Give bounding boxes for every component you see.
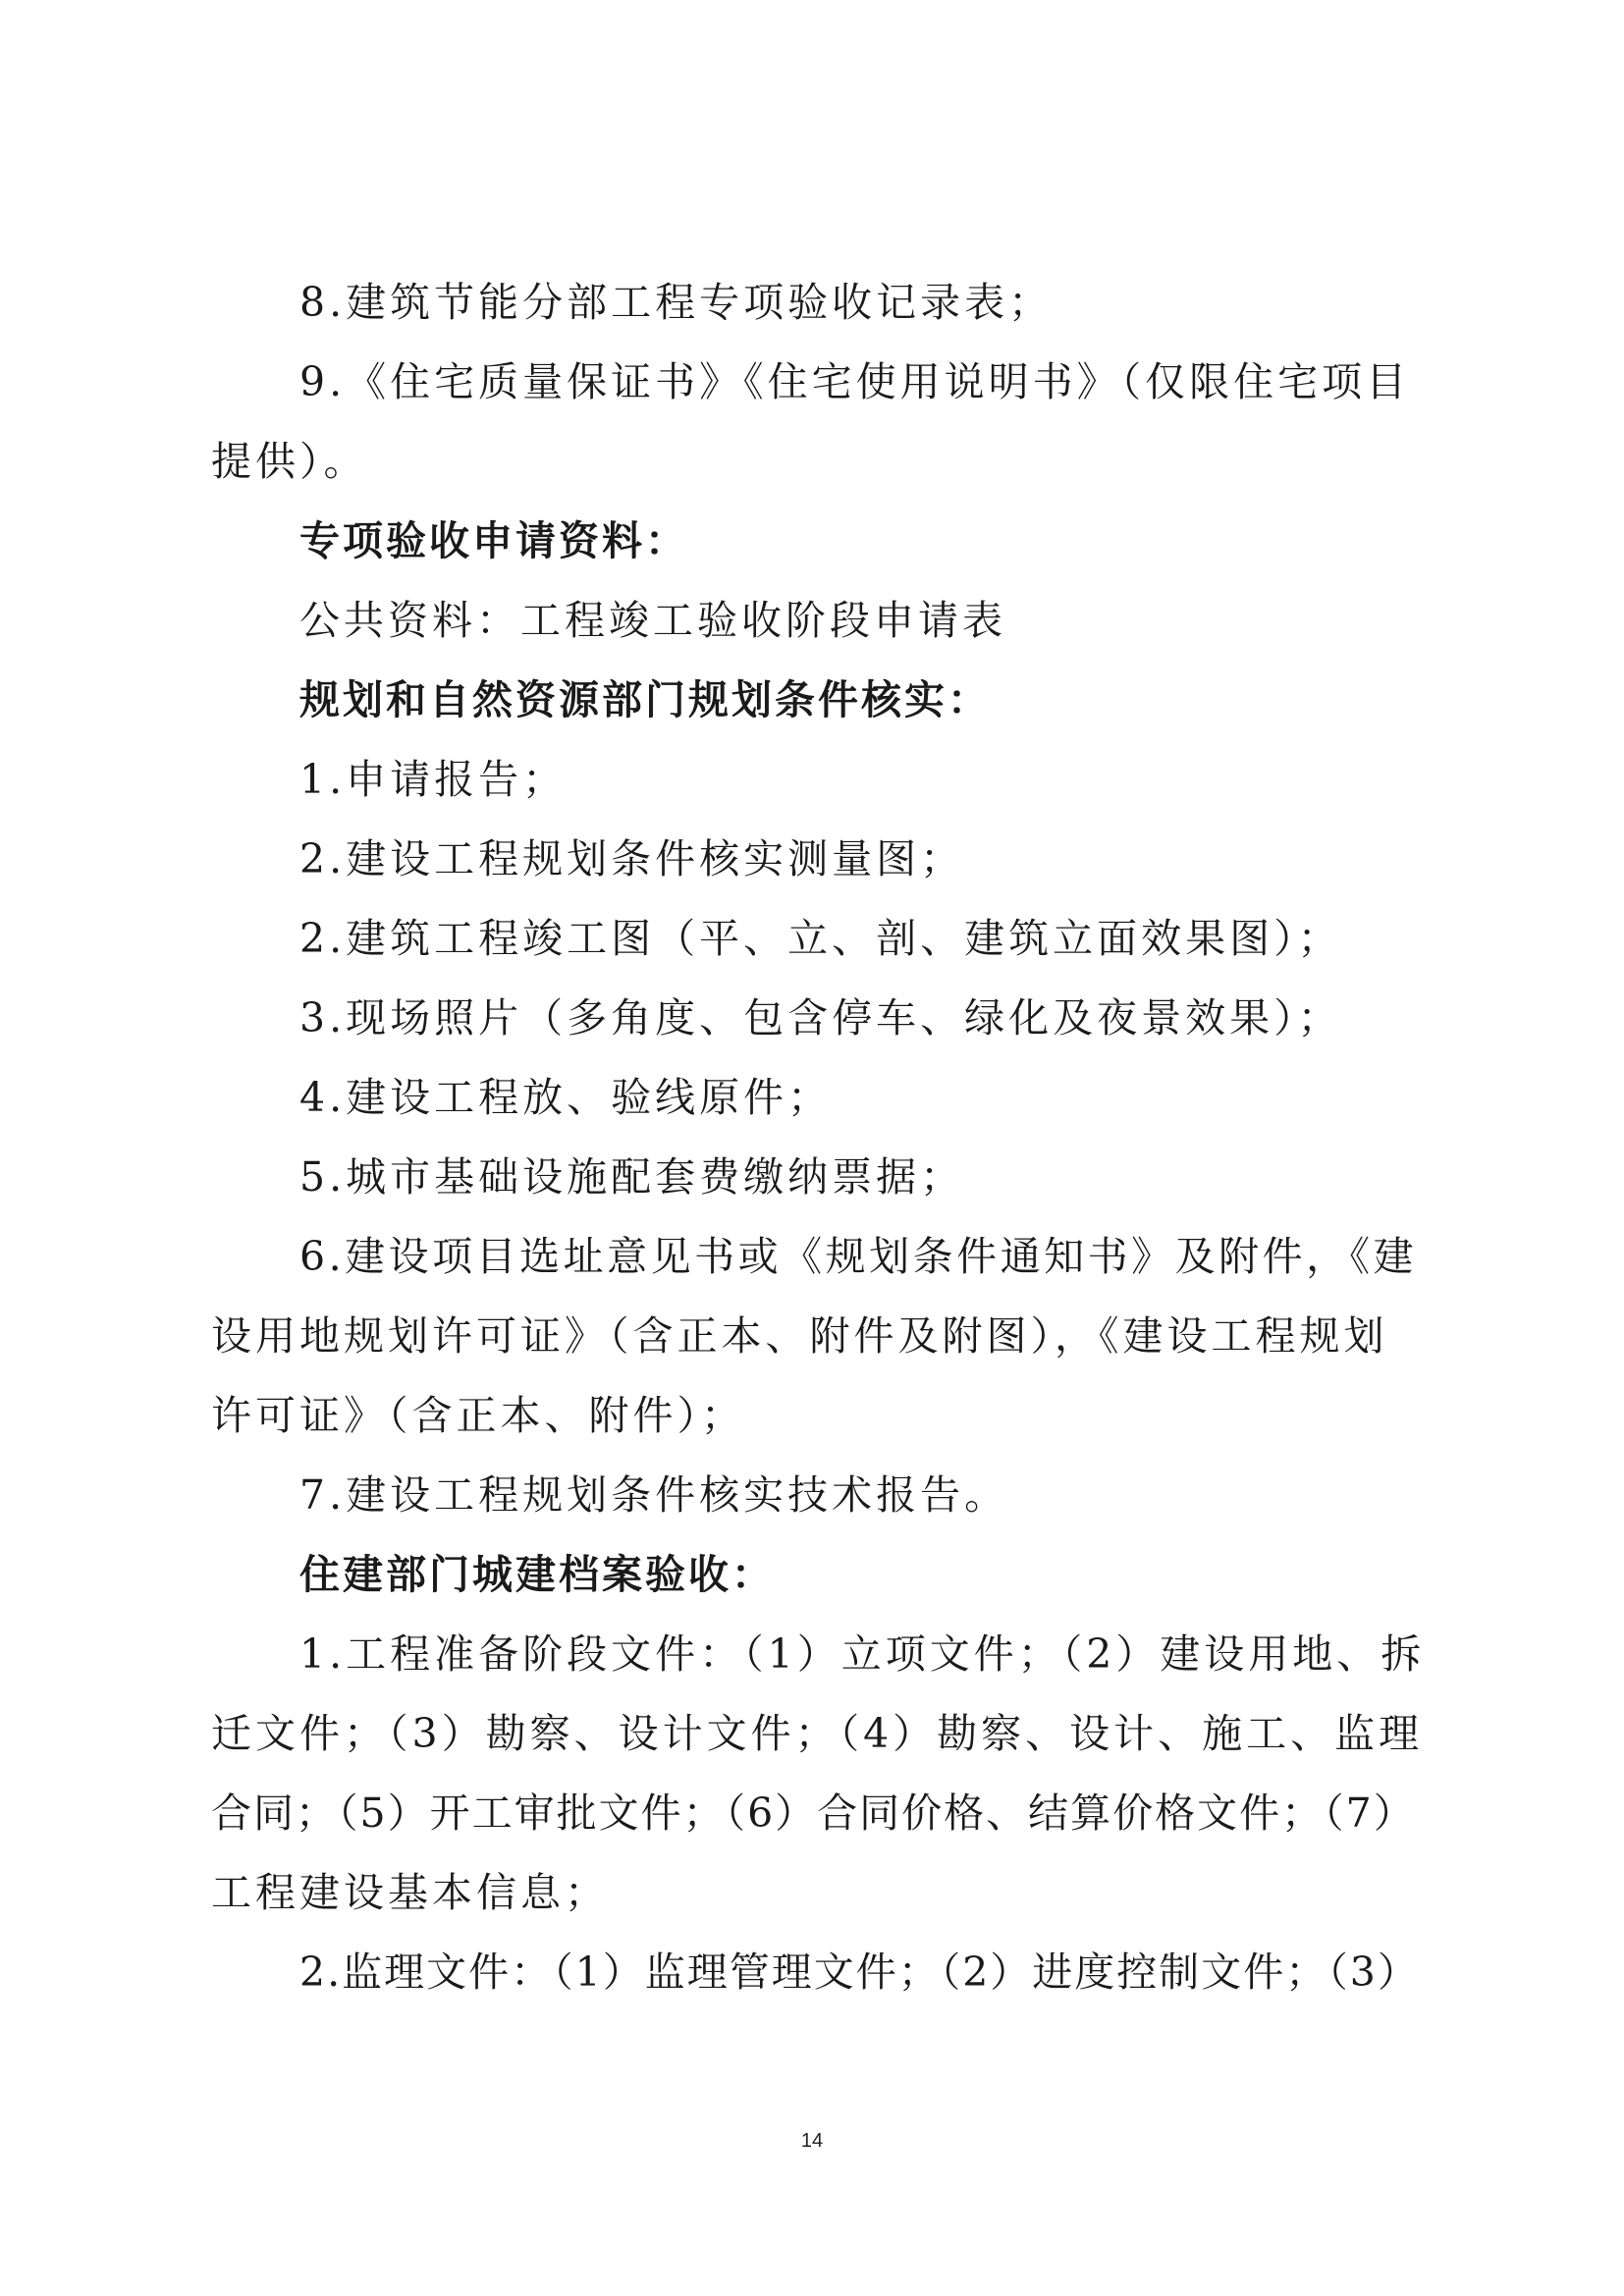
section-heading: 规划和自然资源部门规划条件核实： <box>299 676 991 723</box>
body-text <box>211 263 1429 2012</box>
text-line: 8.建筑节能分部工程专项验收记录表； <box>299 279 1054 326</box>
text-line: 1.申请报告； <box>299 756 568 803</box>
text-line: 设用地规划许可证》（含正本、附件及附图），《建设工程规划 <box>211 1312 1388 1360</box>
text-line: 2.建筑工程竣工图（平、立、剖、建筑立面效果图）； <box>299 915 1342 962</box>
section-heading: 专项验收申请资料： <box>299 517 688 564</box>
text-line: 3.现场照片（多角度、包含停车、绿化及夜景效果）； <box>299 994 1342 1041</box>
text-line: 2.监理文件：（1）监理管理文件；（2）进度控制文件；（3） <box>299 1949 1420 1996</box>
text-line: 合同；（5）开工审批文件；（6）合同价格、结算价格文件；（7） <box>211 1789 1416 1837</box>
text-line: 提供）。 <box>211 438 368 485</box>
text-line: 迁文件；（3）勘察、设计文件；（4）勘察、设计、施工、监理 <box>211 1710 1424 1757</box>
text-line: 4.建设工程放、验线原件； <box>299 1074 833 1121</box>
text-line: 公共资料：工程竣工验收阶段申请表 <box>299 597 1006 644</box>
section-heading: 住建部门城建档案验收： <box>299 1551 775 1598</box>
text-line: 2.建设工程规划条件核实测量图； <box>299 835 965 882</box>
text-line: 5.城市基础设施配套费缴纳票据； <box>299 1153 965 1201</box>
text-line: 1.工程准备阶段文件：（1）立项文件；（2）建设用地、拆 <box>299 1630 1426 1678</box>
text-line: 7.建设工程规划条件核实技术报告。 <box>299 1471 1009 1519</box>
text-line: 9.《住宅质量保证书》《住宅使用说明书》（仅限住宅项目 <box>299 358 1411 405</box>
text-line: 许可证》（含正本、附件）； <box>211 1392 745 1439</box>
text-line: 6.建设项目选址意见书或《规划条件通知书》及附件，《建 <box>299 1233 1418 1280</box>
text-line: 工程建设基本信息； <box>211 1869 609 1916</box>
page-number: 14 <box>800 2130 824 2152</box>
